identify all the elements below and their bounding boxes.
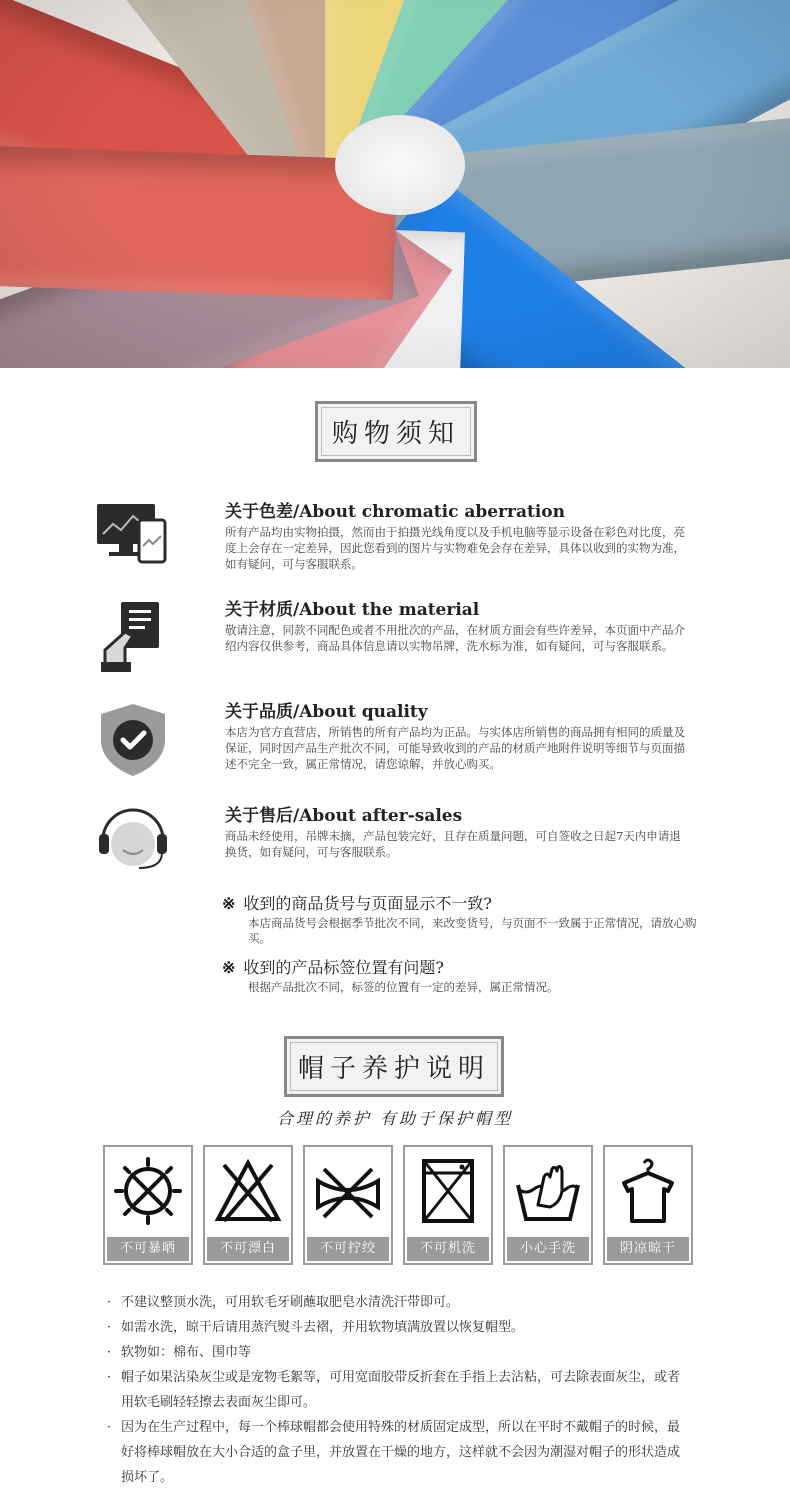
hand-wash-icon — [514, 1155, 582, 1227]
note-quality — [95, 702, 695, 792]
care-symbol — [103, 1145, 193, 1265]
note-after-sales — [95, 806, 695, 896]
reference-mark: ※ — [222, 894, 236, 913]
note-heading: 关于售后/About after-sales — [225, 806, 463, 826]
care-title: 帽子养护说明 — [297, 1054, 490, 1084]
care-title-box — [284, 1036, 504, 1097]
list-item: · 因为在生产过程中，每一个棒球帽都会使用特殊的材质固定成型，所以在平时不戴帽子的时候，最好将棒球帽放在大小合适的盒子里，并放置在干燥的地方，这样就不会因为潮湿对帽子的形状造成损坏了。 — [107, 1415, 687, 1490]
list-item: · 帽子如果沾染灰尘或是宠物毛絮等，可用宽面胶带反折套在手指上去沾粘，可去除表面灰尘，或者用软毛刷轻轻擦去表面灰尘即可。 — [107, 1365, 687, 1415]
faq-answer: 根据产品批次不同，标签的位置有一定的差异，属正常情况。 — [248, 980, 559, 994]
no-machine-wash-icon — [414, 1155, 482, 1227]
note-body: 本店为官方直营店，所销售的所有产品均为正品。与实体店所销售的商品拥有相同的质量及保证，同时因产品生产批次不同，可能导致收到的产品的材质产地附件说明等细节与页面描述不完全一致，属正常情况，请您谅解，并放心购买。 — [225, 725, 685, 771]
shield-check-icon — [95, 702, 171, 778]
note-body: 敬请注意，同款不同配色或者不用批次的产品，在材质方面会有些许差异，本页面中产品介绍内容仅供参考，商品具体信息请以实物吊牌，洗水标为准，如有疑问，可与客服联系。 — [225, 623, 685, 653]
headset-icon — [95, 806, 171, 882]
note-material — [95, 600, 695, 690]
care-symbol — [603, 1145, 693, 1265]
care-symbol-label: 不可拧绞 — [307, 1237, 389, 1261]
care-tips-list — [107, 1290, 687, 1490]
note-heading: 关于色差/About chromatic aberration — [225, 502, 565, 522]
shopping-notice-title: 购物须知 — [331, 419, 460, 449]
note-heading: 关于材质/About the material — [225, 600, 480, 620]
care-symbol-label: 小心手洗 — [507, 1237, 589, 1261]
care-symbol-label: 阴凉晾干 — [607, 1237, 689, 1261]
note-body: 商品未经使用，吊牌未摘，产品包装完好，且存在质量问题，可自签收之日起7天内申请退换货，如有疑问，可与客服联系。 — [225, 829, 681, 859]
document-hand-icon — [95, 600, 171, 676]
care-symbols — [103, 1145, 693, 1265]
bullet: · — [107, 1420, 112, 1435]
bullet: · — [107, 1370, 112, 1385]
note-heading: 关于品质/About quality — [225, 702, 428, 722]
reference-mark: ※ — [222, 958, 236, 977]
bullet: · — [107, 1345, 112, 1360]
note-body: 所有产品均由实物拍摄，然而由于拍摄光线角度以及手机电脑等显示设备在彩色对比度，亮度上会存在一定差异，因此您看到的图片与实物难免会存在差异，具体以收到的实物为准，如有疑问，可与客服联系。 — [225, 525, 685, 571]
faq-item — [222, 894, 697, 946]
shopping-notice-title-box — [315, 401, 477, 462]
care-subtitle: 合理的养护 有助于保护帽型 — [276, 1109, 514, 1128]
hero-caps-photo — [0, 0, 790, 368]
note-chromatic-aberration — [95, 502, 695, 592]
care-symbol-label: 不可机洗 — [407, 1237, 489, 1261]
care-symbol-label: 不可漂白 — [207, 1237, 289, 1261]
bullet: · — [107, 1320, 112, 1335]
faq-answer: 本店商品货号会根据季节批次不同，来改变货号，与页面不一致属于正常情况，请放心购买。 — [248, 916, 697, 945]
care-symbol — [203, 1145, 293, 1265]
hang-dry-shade-icon — [614, 1155, 682, 1227]
list-item: · 不建议整顶水洗，可用软毛牙刷蘸取肥皂水清洗汗带即可。 — [107, 1290, 687, 1315]
list-item: · 如需水洗，晾干后请用蒸汽熨斗去褶，并用软物填满放置以恢复帽型。 — [107, 1315, 687, 1340]
faq-item — [222, 958, 697, 995]
care-symbol — [403, 1145, 493, 1265]
faq-question: 收到的产品标签位置有问题? — [243, 958, 444, 977]
care-symbol — [303, 1145, 393, 1265]
no-bleach-icon — [214, 1155, 282, 1227]
list-item: · 软物如：棉布、围巾等 — [107, 1340, 687, 1365]
bullet: · — [107, 1295, 112, 1310]
faq-question: 收到的商品货号与页面显示不一致? — [243, 894, 492, 913]
monitor-phone-icon — [95, 502, 171, 578]
care-symbol-label: 不可暴晒 — [107, 1237, 189, 1261]
no-wringing-icon — [314, 1155, 382, 1227]
no-sun-drying-icon — [114, 1155, 182, 1227]
care-symbol — [503, 1145, 593, 1265]
